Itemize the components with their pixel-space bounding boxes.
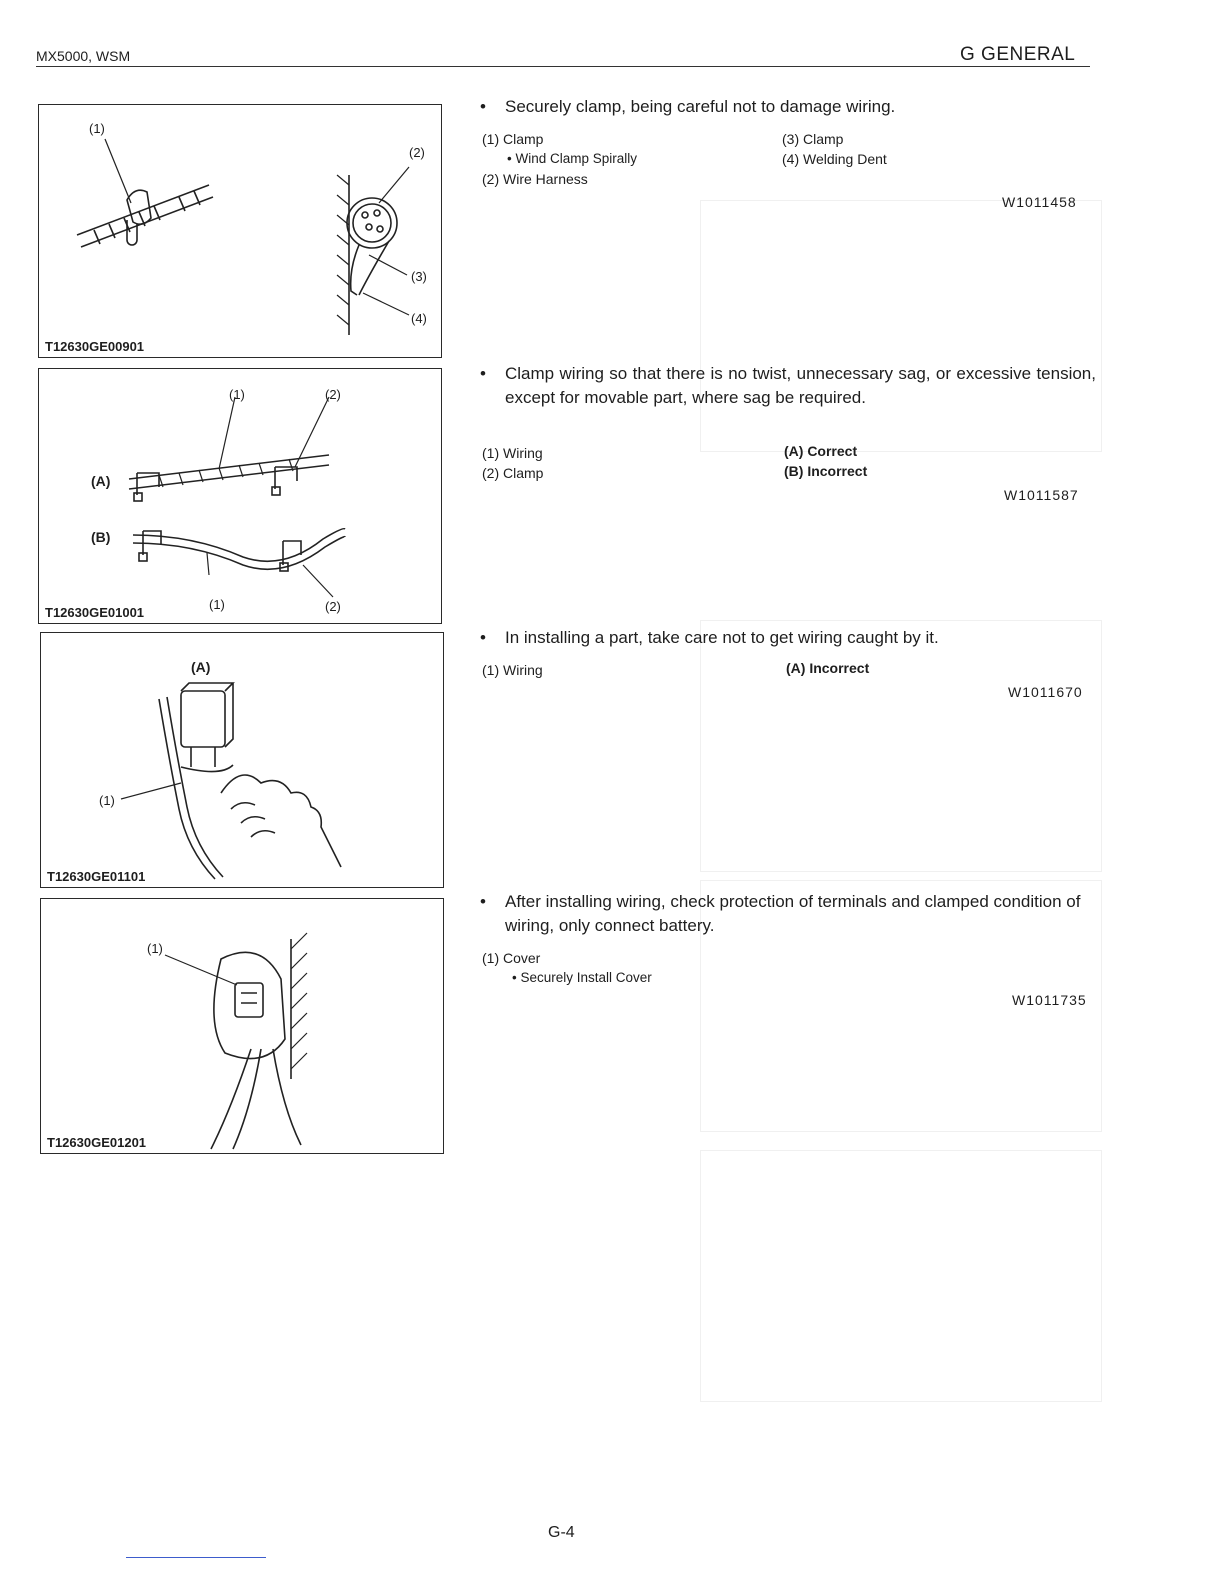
- instruction-text: Securely clamp, being careful not to damage wiring.: [505, 97, 896, 116]
- instruction-text: In installing a part, take care not to get wiring caught by it.: [505, 628, 939, 647]
- instruction-3: [480, 626, 1096, 650]
- legend-left: [482, 443, 543, 483]
- legend-subitem: • Wind Clamp Spirally: [507, 151, 638, 166]
- legend-item: (1) Wiring: [482, 445, 543, 461]
- instruction-4: [480, 890, 1096, 938]
- figure-wiring-caught-drawing: [41, 633, 443, 887]
- legend-item: (3) Clamp: [782, 131, 844, 147]
- legend-left: [482, 948, 652, 988]
- callout-1: (1): [229, 387, 245, 402]
- section-title: G GENERAL: [960, 44, 1076, 65]
- legend-item: (1) Clamp: [482, 131, 544, 147]
- legend-item: (1) Cover: [482, 950, 541, 966]
- callout-2: (2): [325, 387, 341, 402]
- figure-wire-clamp-drawing: [39, 105, 441, 357]
- figure-code: T12630GE01101: [47, 869, 146, 884]
- instruction-1: [480, 95, 1096, 119]
- callout-3: (3): [411, 269, 427, 284]
- figure-clamp-sag-drawing: [39, 369, 441, 623]
- figure-wire-clamp: [38, 104, 442, 358]
- bullet-icon: •: [480, 892, 486, 911]
- legend-item: (4) Welding Dent: [782, 151, 887, 167]
- legend-left: [482, 660, 543, 680]
- bullet-icon: •: [480, 97, 486, 116]
- instruction-text: After installing wiring, check protection of terminals and clamped condition of wiring, only connect battery.: [505, 892, 1081, 935]
- document-id: MX5000, WSM: [36, 48, 131, 64]
- reference-code: W1011458: [1002, 194, 1077, 210]
- callout-1: (1): [89, 121, 105, 136]
- figure-code: T12630GE00901: [45, 339, 145, 354]
- callout-1: (1): [147, 941, 163, 956]
- legend-item: (A) Correct: [784, 443, 858, 459]
- bleed-through-frame: [700, 620, 1102, 872]
- bullet-icon: •: [480, 628, 486, 647]
- legend-left: [482, 129, 637, 189]
- callout-a: (A): [91, 473, 111, 489]
- page-number: G-4: [548, 1524, 575, 1541]
- legend-right: [782, 129, 887, 169]
- reference-code: W1011587: [1004, 487, 1079, 503]
- bleed-through-frame: [700, 1150, 1102, 1402]
- callout-b: (B): [91, 529, 111, 545]
- reference-code: W1011670: [1008, 684, 1083, 700]
- legend-subitem: • Securely Install Cover: [512, 970, 652, 985]
- reference-code: W1011735: [1012, 992, 1087, 1008]
- legend-item: (B) Incorrect: [784, 463, 868, 479]
- instruction-text: Clamp wiring so that there is no twist, unnecessary sag, or excessive tension, except for movable part, where sag be required.: [505, 364, 1096, 407]
- legend-right: [784, 441, 867, 481]
- callout-4: (4): [411, 311, 427, 326]
- legend-item: (2) Clamp: [482, 465, 544, 481]
- bullet-icon: •: [480, 364, 486, 383]
- figure-clamp-sag: [38, 368, 442, 624]
- legend-item: (1) Wiring: [482, 662, 543, 678]
- header-rule: [36, 66, 1090, 67]
- figure-code: T12630GE01201: [47, 1135, 147, 1150]
- legend-item: (2) Wire Harness: [482, 171, 588, 187]
- callout-2: (2): [409, 145, 425, 160]
- footer-rule: [126, 1557, 266, 1558]
- instruction-2: [480, 362, 1096, 410]
- legend-right: [786, 658, 869, 678]
- figure-terminal-cover-drawing: [41, 899, 443, 1153]
- callout-2-lower: (2): [325, 599, 341, 614]
- figure-wiring-caught: [40, 632, 444, 888]
- callout-a: (A): [191, 659, 211, 675]
- figure-code: T12630GE01001: [45, 605, 145, 620]
- callout-1-lower: (1): [209, 597, 225, 612]
- callout-1: (1): [99, 793, 115, 808]
- legend-item: (A) Incorrect: [786, 660, 870, 676]
- bleed-through-frame: [700, 200, 1102, 452]
- figure-terminal-cover: [40, 898, 444, 1154]
